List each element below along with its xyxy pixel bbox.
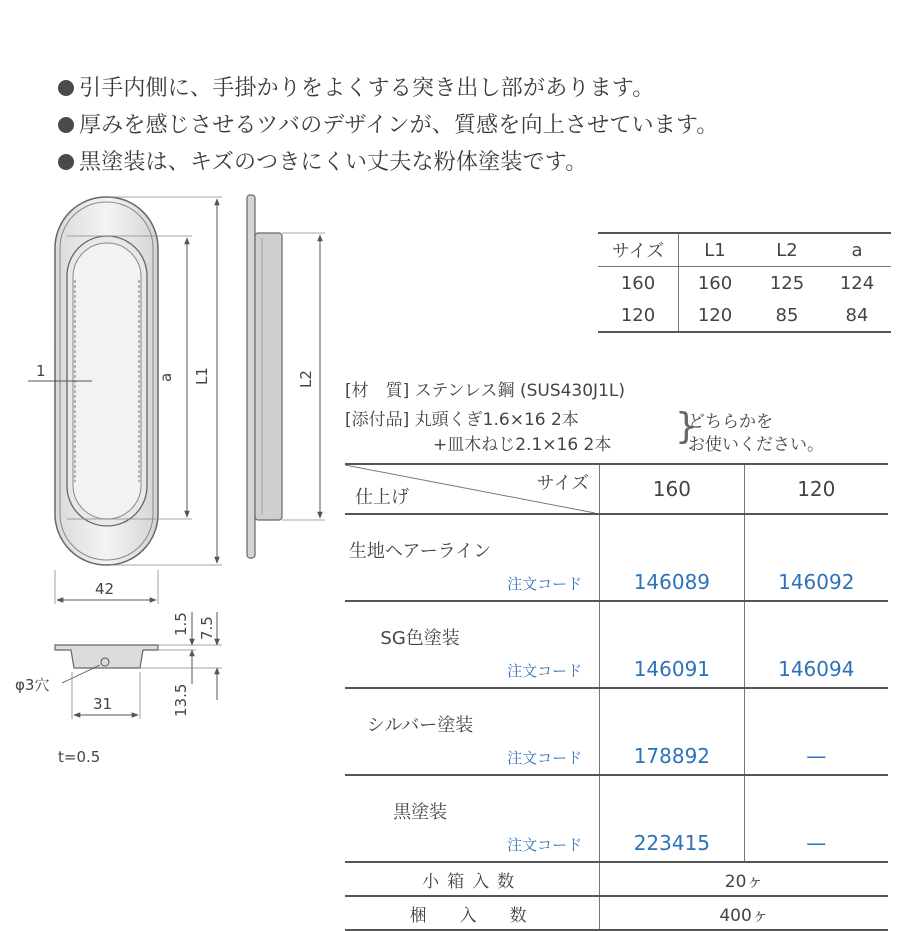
size-table [598,232,891,333]
table-row: 120 120 85 84 [598,299,891,332]
dim-a-label: a [157,372,175,382]
dim-L1-label: L1 [193,367,211,385]
dim-31-label: 31 [93,695,113,713]
feature-item: 引手内側に、手掛かりをよくする突き出し部があります。 [58,70,719,107]
brace-icon: } [675,406,698,447]
feature-item: 厚みを感じさせるツバのデザインが、質感を向上させています。 [58,107,719,144]
table-row: シルバー塗装 注文コード 178892 — [345,688,888,775]
hole-label: φ3穴 [15,676,50,694]
dim-15-label: 1.5 [172,612,190,636]
table-row: 黒塗装 注文コード 223415 — [345,775,888,862]
order-code: — [744,688,888,775]
handle-section [55,645,158,668]
material-spec: [材 質] ステンレス鋼 (SUS430J1L) [345,381,625,401]
accessory-2: +皿木ねじ2.1×16 2本 [433,435,612,455]
table-row: サイズ 仕上げ 160 120 [345,464,888,514]
choice-line-2: お使いください。 [688,435,824,455]
accessory-1: [添付品] 丸頭くぎ1.6×16 2本 [345,410,579,430]
dim-75-label: 7.5 [198,616,216,640]
order-code: — [744,775,888,862]
table-row: 小箱入数 20ヶ [345,862,888,896]
dim-42-label: 42 [95,580,115,598]
order-table [345,463,888,931]
table-row: サイズ L1 L2 a [598,233,891,267]
order-code: 223415 [600,775,744,862]
table-row: SG色塗装 注文コード 146091 146094 [345,601,888,688]
order-code: 146092 [744,514,888,601]
order-code: 146094 [744,601,888,688]
table-row: 160 160 125 124 [598,267,891,300]
choice-line-1: どちらかを [688,412,773,432]
order-code: 178892 [600,688,744,775]
dim-1-label: 1 [36,362,46,380]
handle-side-body [255,233,282,520]
dim-L2-label: L2 [297,370,315,388]
handle-side-flange [247,195,255,558]
diagonal-header: サイズ 仕上げ [345,464,600,514]
order-code: 146091 [600,601,744,688]
table-row: 梱 入 数 400ヶ [345,896,888,930]
table-row: 生地ヘアーライン 注文コード 146089 146092 [345,514,888,601]
feature-item: 黒塗装は、キズのつきにくい丈夫な粉体塗装です。 [58,144,719,181]
thickness-label: t=0.5 [58,748,101,766]
dim-135-label: 13.5 [172,683,190,717]
order-code: 146089 [600,514,744,601]
